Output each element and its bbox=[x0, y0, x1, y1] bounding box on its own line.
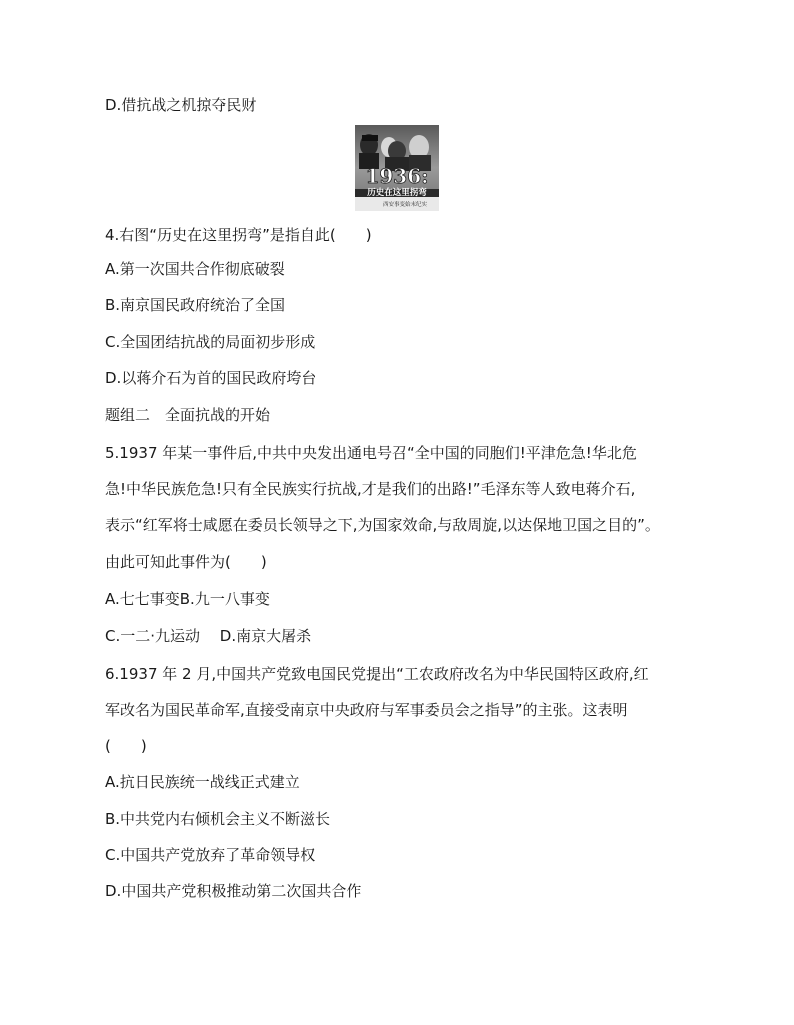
group-two-heading: 题组二 全面抗战的开始 bbox=[105, 406, 271, 424]
q6-option-b: B.中共党内右倾机会主义不断滋长 bbox=[105, 810, 331, 828]
q4-option-a: A.第一次国共合作彻底破裂 bbox=[105, 260, 285, 278]
q6-stem-line-2: 军改名为国民革命军,直接受南京中央政府与军事委员会之指导”的主张。这表明 bbox=[105, 701, 628, 719]
q5-options-cd: C.一二·九运动 D.南京大屠杀 bbox=[105, 627, 312, 645]
book-cover-image bbox=[355, 125, 439, 211]
q4-stem: 4.右图“历史在这里拐弯”是指自此( ) bbox=[105, 226, 372, 244]
q3-option-d: D.借抗战之机掠夺民财 bbox=[105, 96, 257, 114]
q4-option-b: B.南京国民政府统治了全国 bbox=[105, 296, 286, 314]
cover-year: 1936: bbox=[365, 164, 429, 188]
q5-options-ab: A.七七事变B.九一八事变 bbox=[105, 590, 270, 608]
q6-answer-bracket: ( ) bbox=[105, 737, 147, 755]
q6-option-a: A.抗日民族统一战线正式建立 bbox=[105, 773, 300, 791]
cover-subtitle: 历史在这里拐弯 bbox=[367, 188, 427, 198]
q5-stem-line-4: 由此可知此事件为( ) bbox=[105, 553, 267, 571]
q6-option-d: D.中国共产党积极推动第二次国共合作 bbox=[105, 882, 362, 900]
q5-stem-line-1: 5.1937 年某一事件后,中共中央发出通电号召“全中国的同胞们!平津危急!华北危 bbox=[105, 444, 637, 462]
q4-option-d: D.以蒋介石为首的国民政府垮台 bbox=[105, 369, 317, 387]
q6-stem-line-1: 6.1937 年 2 月,中国共产党致电国民党提出“工农政府改名为中华民国特区政府,红 bbox=[105, 665, 649, 683]
q5-stem-line-2: 急!中华民族危急!只有全民族实行抗战,才是我们的出路!”毛泽东等人致电蒋介石, bbox=[105, 480, 636, 498]
q4-option-c: C.全国团结抗战的局面初步形成 bbox=[105, 333, 316, 351]
q6-option-c: C.中国共产党放弃了革命领导权 bbox=[105, 846, 316, 864]
cover-caption: 西安事变始末纪实 bbox=[382, 202, 428, 208]
q5-stem-line-3: 表示“红军将士咸愿在委员长领导之下,为国家效命,与敌周旋,以达保地卫国之目的”。 bbox=[105, 516, 660, 534]
